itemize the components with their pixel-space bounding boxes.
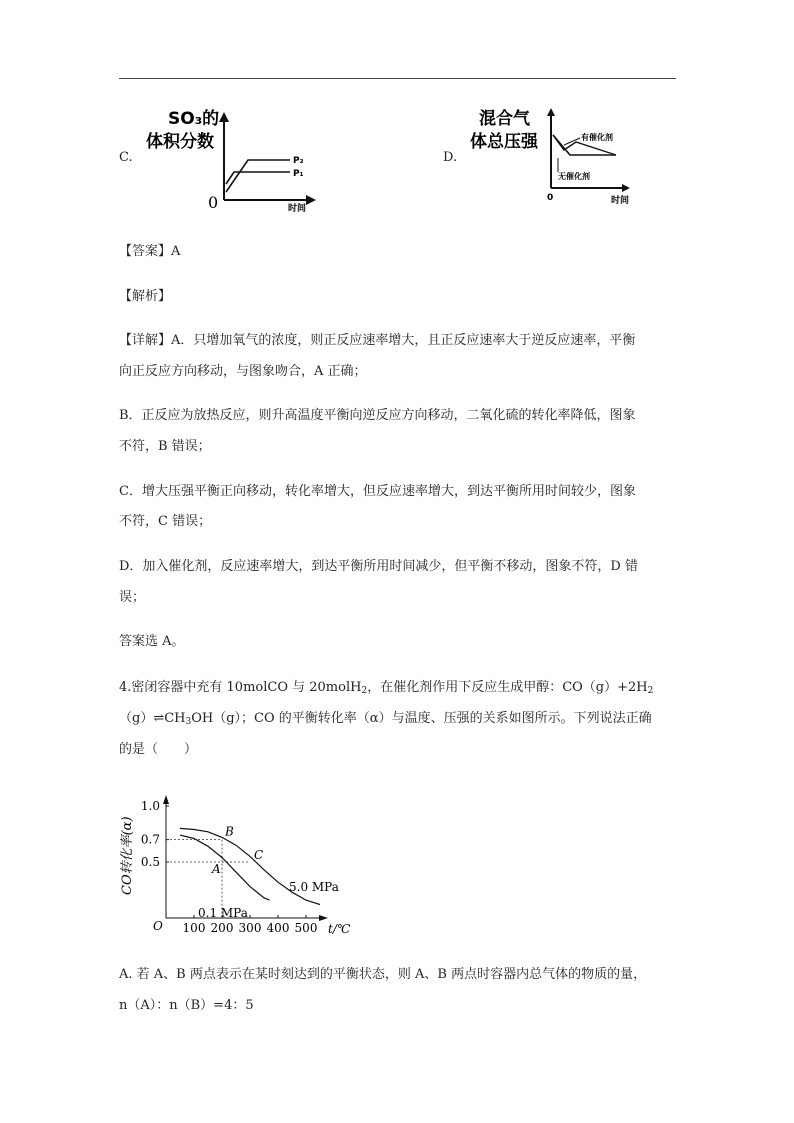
header-rule (119, 78, 676, 79)
option-d-label: D. (443, 150, 458, 165)
c-p2-curve (226, 160, 290, 192)
series-label-5mpa: 5.0 MPa (289, 880, 339, 894)
y-tick-label: 1.0 (140, 799, 160, 813)
chart-y-arrow (163, 795, 169, 804)
c-x-arrow (306, 195, 316, 205)
d-x-arrow (622, 184, 630, 192)
point-label-b: B (225, 824, 234, 839)
q4-line1-sub-b: 2 (647, 686, 654, 696)
chart-ylabel: CO转化率(α) (120, 816, 135, 895)
chart-xlabel: t/℃ (328, 922, 351, 936)
x-tick-label: 500 (294, 921, 318, 935)
detail-line-2: 向正反应方向移动，与图象吻合，A 正确； (119, 364, 367, 379)
c-p2-label: P₂ (293, 156, 304, 166)
point-label-a: A (212, 862, 221, 876)
c-ylabel-line2: 体积分数 (146, 132, 214, 152)
answer-line: 【答案】A (119, 244, 181, 259)
q4-line1-part-a: 4.密闭容器中充有 10molCO 与 20molH (119, 680, 362, 695)
q4-line2-sub-a: 3 (185, 717, 192, 727)
series-label-0-1mpa: 0.1 MPa (198, 906, 248, 920)
question4-line-3: 的是（ ） (119, 742, 198, 757)
option-a-line-1: A. 若 A、B 两点表示在某时刻达到的平衡状态，则 A、B 两点时容器内总气体的物质的量， (119, 967, 647, 982)
d-line-2: 误； (119, 590, 146, 605)
c-line-2: 不符，C 错误； (119, 514, 212, 529)
analysis-heading: 【解析】 (119, 289, 172, 304)
chart-origin: O (153, 919, 163, 933)
x-tick-label: 400 (266, 921, 290, 935)
b-line-2: 不符，B 错误； (119, 439, 211, 454)
c-p1-label: P₁ (293, 169, 304, 179)
c-xlabel: 时间 (288, 204, 307, 214)
option-a-line-2: n（A）：n（B）=4：5 (119, 998, 254, 1013)
d-ylabel-line2: 体总压强 (470, 132, 538, 152)
option-c-graph (140, 100, 320, 215)
x-tick-label: 100 (182, 921, 206, 935)
question4-line-1 (119, 679, 653, 700)
series-line-0-1mpa (180, 835, 270, 900)
conclusion: 答案选 A。 (119, 634, 185, 649)
c-y-arrow (219, 112, 229, 122)
q4-line1-sub-a: 2 (361, 686, 368, 696)
c-line-1: C．增大压强平衡正向移动，转化率增大，但反应速率增大，到达平衡所用时间较少，图象 (119, 484, 636, 499)
x-tick-label: 300 (238, 921, 262, 935)
co-conversion-chart (114, 790, 364, 945)
y-tick-label: 0.5 (140, 855, 160, 869)
d-xlabel: 时间 (611, 196, 630, 206)
d-y-arrow (547, 108, 555, 116)
d-origin: 0 (547, 193, 554, 203)
d-ylabel-line1: 混合气 (479, 109, 530, 129)
b-line-1: B．正反应为放热反应，则升高温度平衡向逆反应方向移动，二氧化硫的转化率降低，图象 (119, 408, 636, 423)
d-line-1: D．加入催化剂，反应速率增大，到达平衡所用时间减少，但平衡不移动，图象不符，D 错 (119, 559, 638, 574)
q4-line2-part-a: （g）⇌CH (119, 711, 186, 726)
c-ylabel-line1: SO₃的 (168, 109, 220, 129)
q4-line2-part-b: OH（g）；CO 的平衡转化率（α）与温度、压强的关系如图所示。下列说法正确 (191, 711, 652, 726)
point-label-c: C (254, 848, 264, 862)
c-origin: 0 (208, 193, 219, 212)
q4-line1-part-b: ，在催化剂作用下反应生成甲醇：CO（g）+2H (367, 680, 648, 695)
detail-line-1: 【详解】A．只增加氧气的浓度，则正反应速率增大，且正反应速率大于逆反应速率，平衡 (119, 333, 636, 348)
x-tick-label: 200 (210, 921, 234, 935)
d-with-catalyst-label: 有催化剂 (581, 133, 613, 142)
y-tick-label: 0.7 (140, 832, 160, 847)
chart-x-arrow (319, 915, 328, 921)
question4-line-2 (119, 710, 652, 731)
option-d-graph (466, 100, 636, 210)
d-without-catalyst-label: 无催化剂 (558, 172, 590, 181)
option-c-label: C. (119, 150, 133, 165)
